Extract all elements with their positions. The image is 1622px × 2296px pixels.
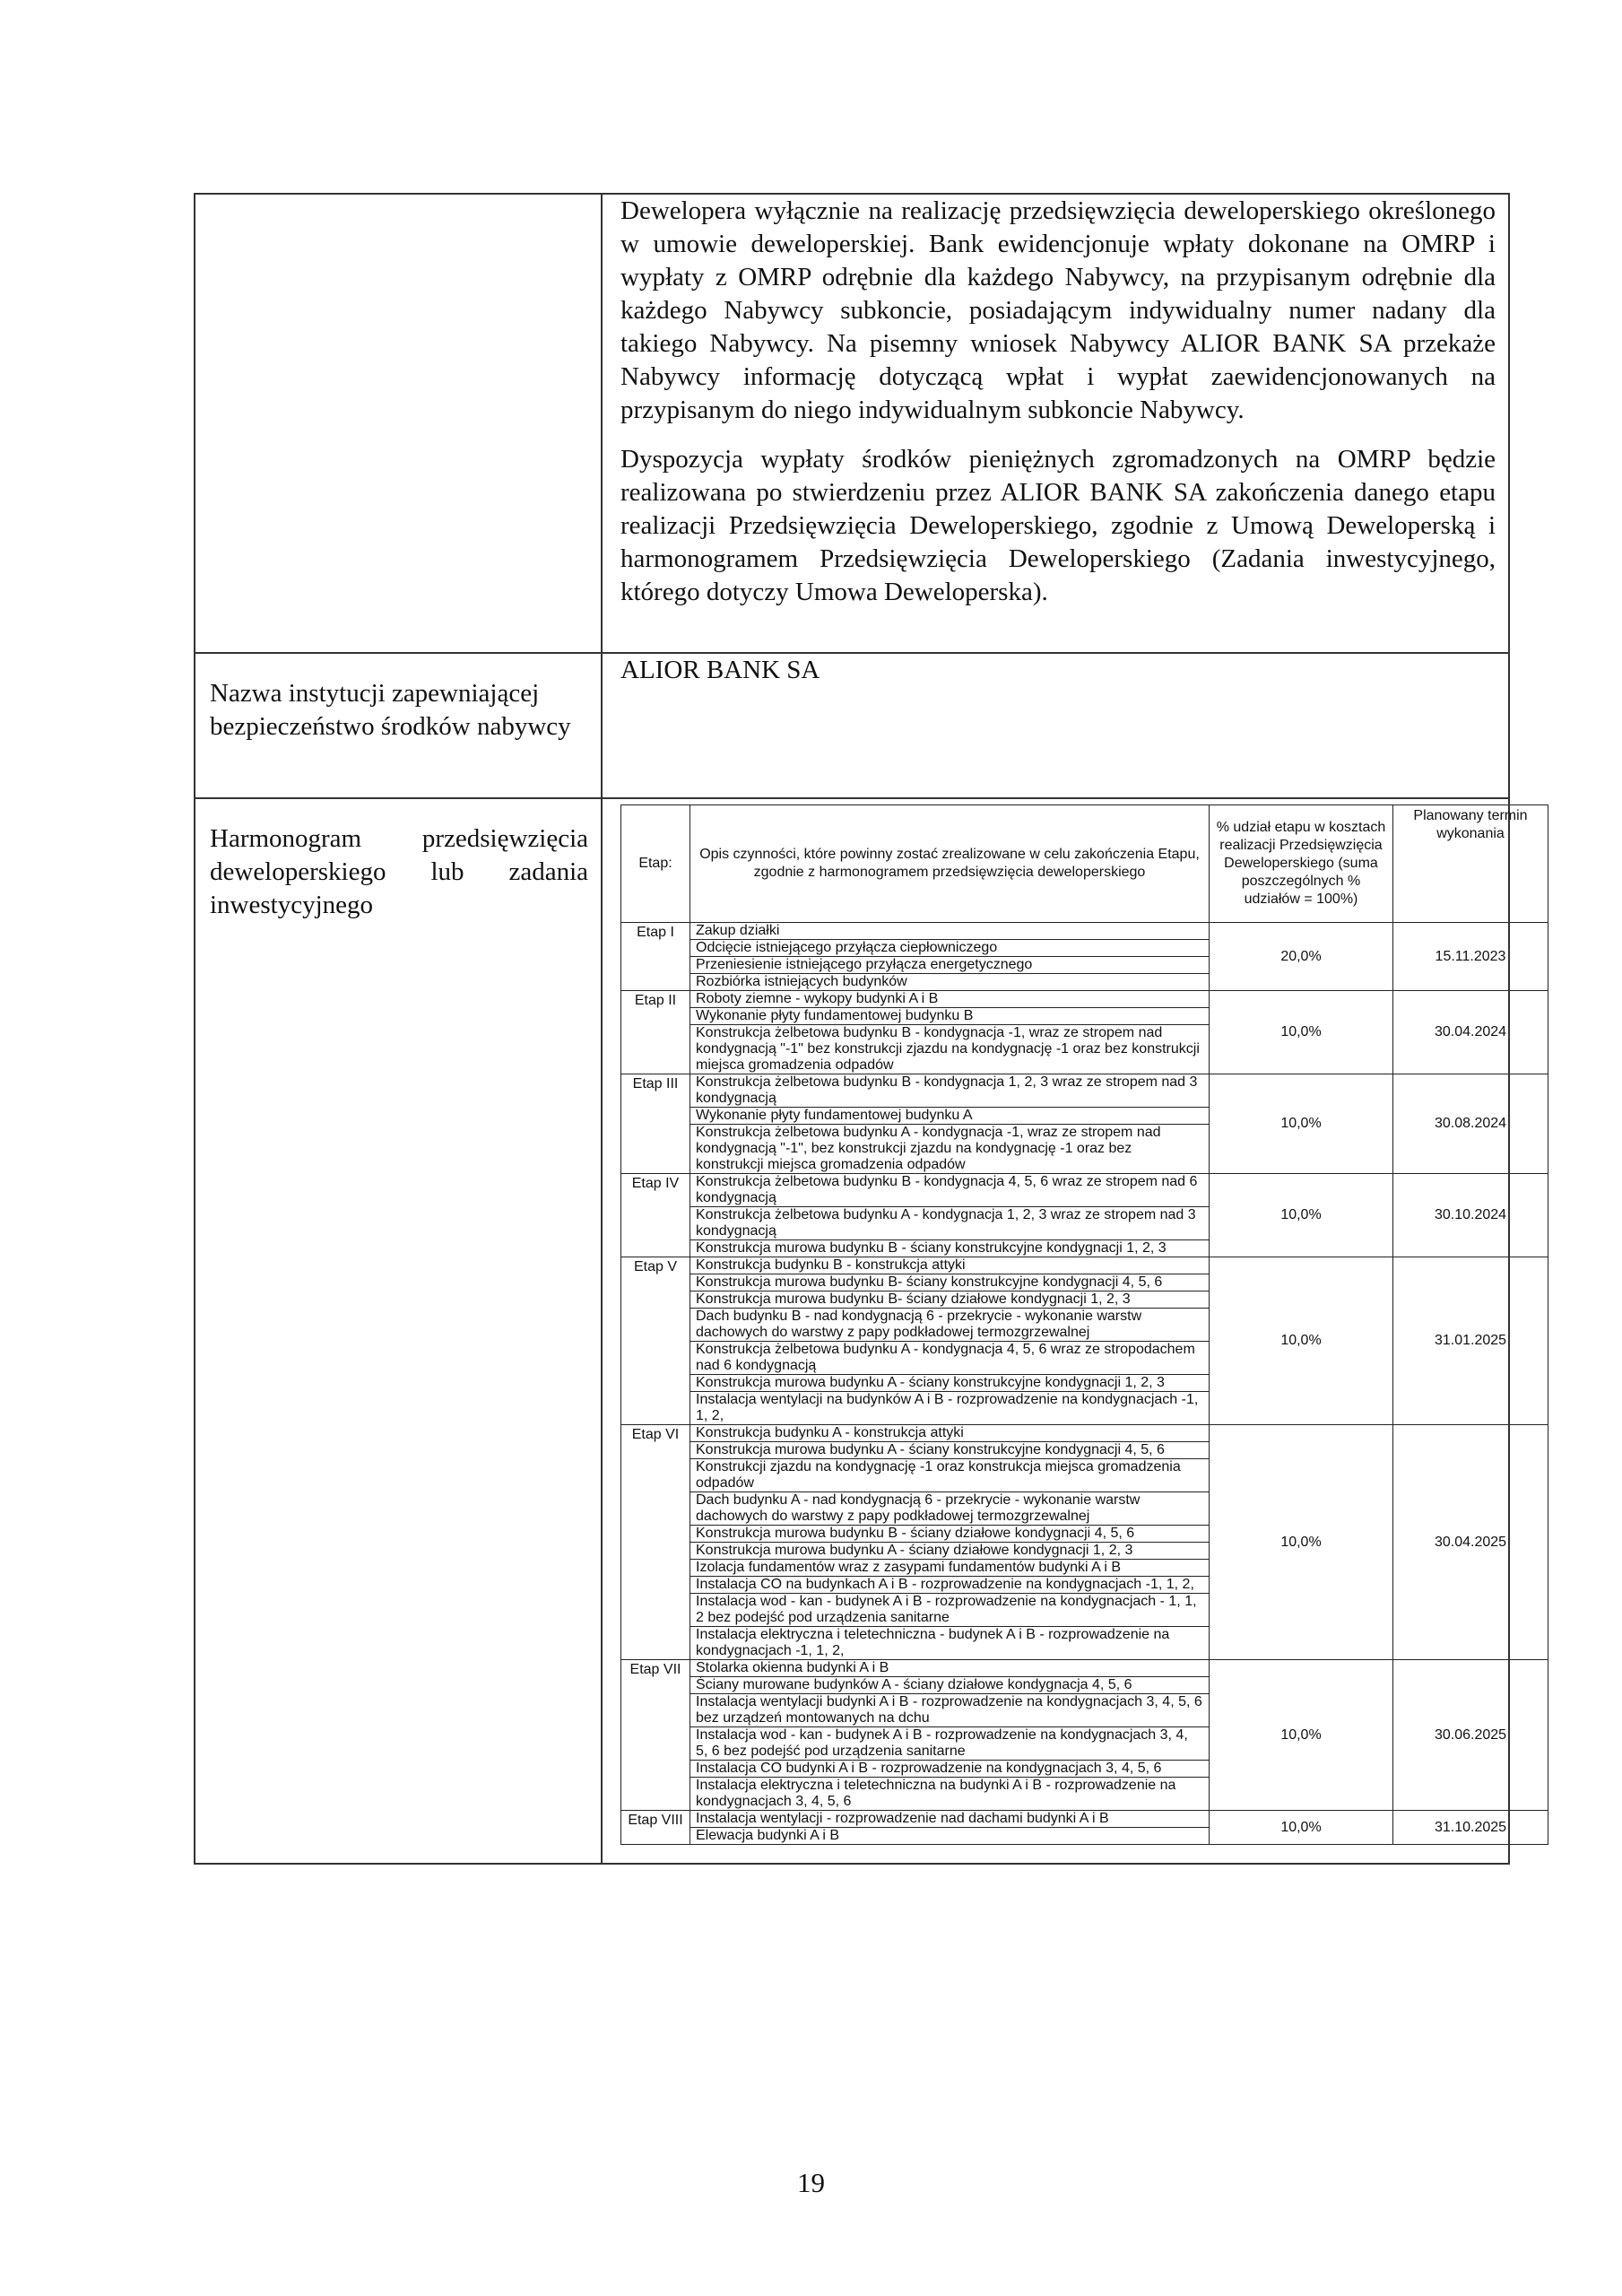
institution-label: Nazwa instytucji zapewniającej bezpieczeństwo środków nabywcy [195, 653, 602, 798]
stage-task: Instalacja CO budynki A i B - rozprowadzenie na kondygnacjach 3, 4, 5, 6 [690, 1761, 1210, 1778]
stage-task: Konstrukcja murowa budynku B - ściany konstrukcyjne kondygnacji 1, 2, 3 [690, 1240, 1210, 1257]
stage-task: Izolacja fundamentów wraz z zasypami fundamentów budynki A i B [690, 1560, 1210, 1577]
stage-task: Konstrukcja żelbetowa budynku A - kondygnacja 4, 5, 6 wraz ze stropodachem nad 6 kondygnacją [690, 1342, 1210, 1375]
stage-cost-share: 10,0% [1210, 1660, 1393, 1811]
stage-task: Konstrukcja murowa budynku B- ściany konstrukcyjne kondygnacji 4, 5, 6 [690, 1274, 1210, 1292]
stage-task: Przeniesienie istniejącego przyłącza energetycznego [690, 957, 1210, 974]
schedule-header-row [621, 805, 1548, 923]
header-cost-share: % udział etapu w kosztach realizacji Przedsięwzięcia Deweloperskiego (suma poszczególnych % udziałów = 100%) [1210, 805, 1393, 923]
stage-task: Instalacja wentylacji - rozprowadzenie nad dachami budynki A i B [690, 1811, 1210, 1828]
table-row [195, 653, 1509, 798]
stage-task: Elewacja budynki A i B [690, 1828, 1210, 1845]
stage-task: Konstrukcja żelbetowa budynku B - kondygnacja 1, 2, 3 wraz ze stropem nad 3 kondygnacją [690, 1074, 1210, 1108]
stage-name: Etap V [621, 1257, 690, 1425]
stage-planned-date: 30.06.2025 [1393, 1660, 1548, 1811]
stage-name: Etap IV [621, 1174, 690, 1257]
schedule-label: Harmonogram przedsięwzięcia deweloperskiego lub zadania inwestycyjnego [195, 798, 602, 1864]
account-description-paragraph: Dewelopera wyłącznie na realizację przedsięwzięcia deweloperskiego określonego w umowie deweloperskiej. Bank ewidencjonuje wpłaty dokonane na OMRP i wypłaty z OMRP odrębnie dla każdego Nabywcy, na przypisanym odrębnie dla każdego Nabywcy subkoncie, posiadającym indywidualny numer nadany dla takiego Nabywcy. Na pisemny wniosek Nabywcy ALIOR BANK SA przekaże Nabywcy informację dotyczącą wpłat i wypłat zaewidencjonowanych na przypisanym do niego indywidualnym subkoncie Nabywcy. [620, 196, 1496, 424]
stage-name: Etap VI [621, 1425, 690, 1660]
stage-task: Konstrukcja murowa budynku A - ściany działowe kondygnacji 1, 2, 3 [690, 1543, 1210, 1560]
schedule-row [621, 1660, 1548, 1677]
stage-task: Konstrukcja budynku B - konstrukcja attyki [690, 1257, 1210, 1274]
stage-planned-date: 30.10.2024 [1393, 1174, 1548, 1257]
stage-task: Zakup działki [690, 923, 1210, 940]
stage-cost-share: 10,0% [1210, 1425, 1393, 1660]
header-etap: Etap: [621, 805, 690, 923]
header-planned-date: Planowany termin wykonania [1393, 805, 1548, 923]
stage-task: Konstrukcja żelbetowa budynku A - kondygnacja 1, 2, 3 wraz ze stropem nad 3 kondygnacją [690, 1207, 1210, 1240]
stage-name: Etap VII [621, 1660, 690, 1811]
stage-task: Dach budynku B - nad kondygnacją 6 - przekrycie - wykonanie warstw dachowych do warstwy z papy podkładowej termozgrzewalnej [690, 1309, 1210, 1342]
stage-task: Konstrukcja murowa budynku A - ściany konstrukcyjne kondygnacji 4, 5, 6 [690, 1442, 1210, 1459]
stage-cost-share: 10,0% [1210, 991, 1393, 1074]
stage-planned-date: 30.04.2024 [1393, 991, 1548, 1074]
stage-task: Konstrukcja murowa budynku B- ściany działowe kondygnacji 1, 2, 3 [690, 1292, 1210, 1309]
stage-task: Konstrukcja żelbetowa budynku B - kondygnacja 4, 5, 6 wraz ze stropem nad 6 kondygnacją [690, 1174, 1210, 1207]
stage-cost-share: 10,0% [1210, 1811, 1393, 1845]
developer-info-table [194, 193, 1528, 1865]
payout-description-paragraph: Dyspozycja wypłaty środków pieniężnych zgromadzonych na OMRP będzie realizowana po stwierdzeniu przez ALIOR BANK SA zakończenia danego etapu realizacji Przedsięwzięcia Deweloperskiego, zgodnie z Umową Deweloperską i harmonogramem Przedsięwzięcia Deweloperskiego (Zadania inwestycyjnego, którego dotyczy Umowa Deweloperska). [620, 445, 1496, 606]
stage-cost-share: 10,0% [1210, 1257, 1393, 1425]
stage-task: Instalacja wod - kan - budynek A i B - rozprowadzenie na kondygnacjach 3, 4, 5, 6 bez podejść pod urządzenia sanitarne [690, 1727, 1210, 1761]
schedule-row [621, 1257, 1548, 1274]
stage-cost-share: 10,0% [1210, 1174, 1393, 1257]
stage-task: Instalacja elektryczna i teletechniczna - budynek A i B - rozprowadzenie na kondygnacjach -1, 1, 2, [690, 1627, 1210, 1660]
stage-task: Roboty ziemne - wykopy budynki A i B [690, 991, 1210, 1008]
stage-task: Instalacja wentylacji budynki A i B - rozprowadzenie na kondygnacjach 3, 4, 5, 6 bez urządzeń montowanych na dchu [690, 1694, 1210, 1727]
stage-cost-share: 20,0% [1210, 923, 1393, 991]
institution-value: ALIOR BANK SA [602, 653, 1509, 798]
stage-name: Etap VIII [621, 1811, 690, 1845]
stage-task: Instalacja elektryczna i teletechniczna na budynki A i B - rozprowadzenie na kondygnacjach 3, 4, 5, 6 [690, 1778, 1210, 1811]
stage-task: Konstrukcja murowa budynku B - ściany działowe kondygnacji 4, 5, 6 [690, 1526, 1210, 1543]
stage-planned-date: 31.01.2025 [1393, 1257, 1548, 1425]
stage-task: Instalacja CO na budynkach A i B - rozprowadzenie na kondygnacjach -1, 1, 2, [690, 1577, 1210, 1594]
stage-task: Rozbiórka istniejących budynków [690, 974, 1210, 991]
stage-name: Etap I [621, 923, 690, 991]
row-value [602, 194, 1509, 653]
stage-task: Stolarka okienna budynki A i B [690, 1660, 1210, 1677]
schedule-cell [602, 798, 1528, 1864]
stage-planned-date: 30.04.2025 [1393, 1425, 1548, 1660]
schedule-row [621, 991, 1548, 1008]
stage-task: Dach budynku A - nad kondygnacją 6 - przekrycie - wykonanie warstw dachowych do warstwy z papy podkładowej termozgrzewalnej [690, 1492, 1210, 1526]
schedule-row [621, 1074, 1548, 1108]
stage-task: Konstrukcja żelbetowa budynku A - kondygnacja -1, wraz ze stropem nad kondygnacją "-1", bez konstrukcji zjazdu na kondygnację -1 oraz bez konstrukcji miejsca gromadzenia odpadów [690, 1125, 1210, 1174]
schedule-row [621, 923, 1548, 940]
stage-planned-date: 30.08.2024 [1393, 1074, 1548, 1174]
stage-task: Wykonanie płyty fundamentowej budynku B [690, 1008, 1210, 1025]
table-row [195, 798, 1509, 1864]
stage-cost-share: 10,0% [1210, 1074, 1393, 1174]
stage-task: Wykonanie płyty fundamentowej budynku A [690, 1108, 1210, 1125]
stage-planned-date: 31.10.2025 [1393, 1811, 1548, 1845]
stage-name: Etap III [621, 1074, 690, 1174]
header-description: Opis czynności, które powinny zostać zrealizowane w celu zakończenia Etapu, zgodnie z harmonogramem przedsięwzięcia deweloperskiego [690, 805, 1210, 923]
row-label-empty [195, 194, 602, 653]
schedule-row [621, 1174, 1548, 1207]
stage-task: Instalacja wentylacji na budynków A i B - rozprowadzenie na kondygnacjach -1, 1, 2, [690, 1392, 1210, 1425]
page-number: 19 [797, 2167, 825, 2198]
stage-task: Instalacja wod - kan - budynek A i B - rozprowadzenie na kondygnacjach - 1, 1, 2 bez podejść pod urządzenia sanitarne [690, 1594, 1210, 1627]
table-row [195, 194, 1509, 653]
stage-task: Konstrukcji zjazdu na kondygnację -1 oraz konstrukcja miejsca gromadzenia odpadów [690, 1459, 1210, 1492]
stage-task: Konstrukcja żelbetowa budynku B - kondygnacja -1, wraz ze stropem nad kondygnacją "-1" bez konstrukcji zjazdu na kondygnację -1 oraz bez konstrukcji miejsca gromadzenia odpadów [690, 1025, 1210, 1074]
stage-task: Ściany murowane budynków A - ściany działowe kondygnacja 4, 5, 6 [690, 1677, 1210, 1694]
schedule-row [621, 1425, 1548, 1442]
stage-task: Odcięcie istniejącego przyłącza ciepłowniczego [690, 940, 1210, 957]
stage-planned-date: 15.11.2023 [1393, 923, 1548, 991]
schedule-table [620, 804, 1548, 1845]
stage-name: Etap II [621, 991, 690, 1074]
schedule-row [621, 1811, 1548, 1828]
stage-task: Konstrukcja budynku A - konstrukcja attyki [690, 1425, 1210, 1442]
stage-task: Konstrukcja murowa budynku A - ściany konstrukcyjne kondygnacji 1, 2, 3 [690, 1375, 1210, 1392]
